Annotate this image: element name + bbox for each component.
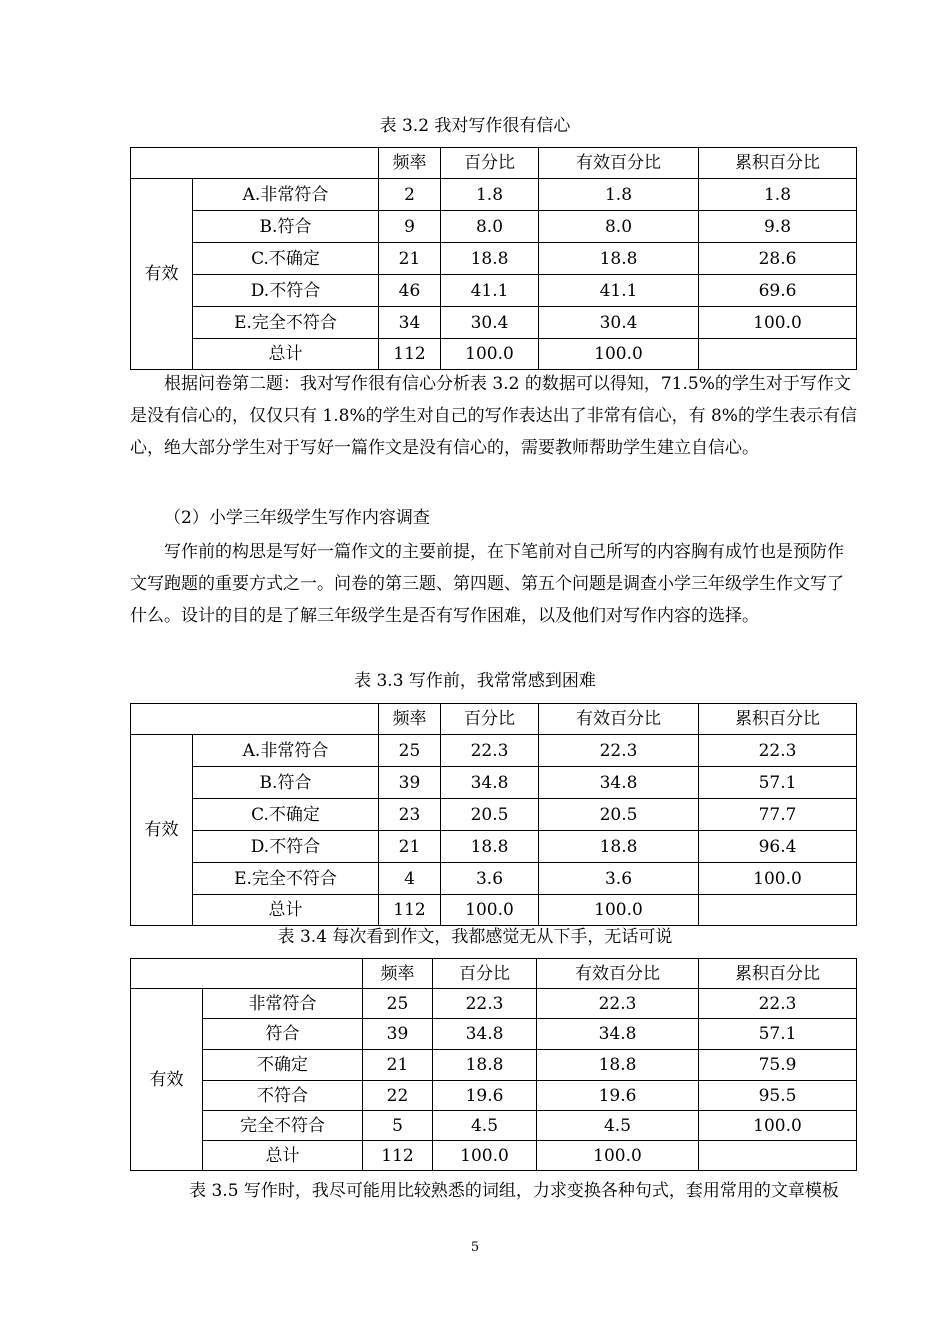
row-label-cell: 总计 <box>193 339 379 370</box>
cum-pct-cell: 57.1 <box>699 1019 857 1050</box>
table-row <box>131 735 857 767</box>
row-label-cell: E.完全不符合 <box>193 863 379 895</box>
header-cell: 累积百分比 <box>699 148 857 179</box>
table-total-row <box>131 895 857 926</box>
cum-pct-cell <box>699 1141 857 1171</box>
table-3-2 <box>130 147 857 370</box>
pct-cell: 100.0 <box>441 339 539 370</box>
table-header-row <box>131 148 857 179</box>
table-total-row <box>131 1141 857 1171</box>
section-heading: （2）小学三年级学生写作内容调查 <box>164 508 430 528</box>
row-label-cell: A.非常符合 <box>193 735 379 767</box>
cum-pct-cell: 95.5 <box>699 1081 857 1111</box>
valid-pct-cell: 100.0 <box>539 895 699 926</box>
table-3-3 <box>130 703 857 926</box>
valid-pct-cell: 100.0 <box>539 339 699 370</box>
pct-cell: 30.4 <box>441 307 539 339</box>
freq-cell: 39 <box>363 1019 433 1050</box>
freq-cell: 23 <box>379 799 441 831</box>
table-row <box>131 799 857 831</box>
table-row <box>131 767 857 799</box>
valid-pct-cell: 20.5 <box>539 799 699 831</box>
pct-cell: 3.6 <box>441 863 539 895</box>
cum-pct-cell: 57.1 <box>699 767 857 799</box>
valid-pct-cell: 30.4 <box>539 307 699 339</box>
freq-cell: 112 <box>363 1141 433 1171</box>
pct-cell: 100.0 <box>441 895 539 926</box>
valid-pct-cell: 4.5 <box>537 1111 699 1141</box>
freq-cell: 112 <box>379 895 441 926</box>
pct-cell: 22.3 <box>433 989 537 1019</box>
freq-cell: 39 <box>379 767 441 799</box>
table-row <box>131 1050 857 1081</box>
valid-pct-cell: 18.8 <box>537 1050 699 1081</box>
freq-cell: 4 <box>379 863 441 895</box>
row-label-cell: 总计 <box>203 1141 363 1171</box>
content-paragraph: 写作前的构思是写好一篇作文的主要前提，在下笔前对自己所写的内容胸有成竹也是预防作文写跑题的重要方式之一。问卷的第三题、第四题、第五个问题是调查小学三年级学生作文写了什么。设计的目的是了解三年级学生是否有写作困难，以及他们对写作内容的选择。 <box>130 542 844 626</box>
valid-pct-cell: 22.3 <box>537 989 699 1019</box>
valid-pct-cell: 22.3 <box>539 735 699 767</box>
header-cell: 频率 <box>379 148 441 179</box>
table-header-row <box>131 704 857 735</box>
valid-pct-cell: 1.8 <box>539 179 699 211</box>
cum-pct-cell: 22.3 <box>699 735 857 767</box>
valid-pct-cell: 3.6 <box>539 863 699 895</box>
valid-pct-cell: 100.0 <box>537 1141 699 1171</box>
group-label-cell: 有效 <box>131 735 193 926</box>
table-row <box>131 989 857 1019</box>
table-row <box>131 179 857 211</box>
freq-cell: 46 <box>379 275 441 307</box>
cum-pct-cell <box>699 895 857 926</box>
table-3-4 <box>130 958 857 1171</box>
pct-cell: 1.8 <box>441 179 539 211</box>
row-label-cell: 不确定 <box>203 1050 363 1081</box>
pct-cell: 34.8 <box>441 767 539 799</box>
table-row <box>131 307 857 339</box>
freq-cell: 9 <box>379 211 441 243</box>
row-label-cell: 非常符合 <box>203 989 363 1019</box>
row-label-cell: C.不确定 <box>193 799 379 831</box>
valid-pct-cell: 18.8 <box>539 243 699 275</box>
table-row <box>131 1111 857 1141</box>
row-label-cell: E.完全不符合 <box>193 307 379 339</box>
row-label-cell: 符合 <box>203 1019 363 1050</box>
pct-cell: 8.0 <box>441 211 539 243</box>
table-total-row <box>131 339 857 370</box>
pct-cell: 22.3 <box>441 735 539 767</box>
freq-cell: 5 <box>363 1111 433 1141</box>
group-label-cell: 有效 <box>131 989 203 1171</box>
pct-cell: 41.1 <box>441 275 539 307</box>
valid-pct-cell: 18.8 <box>539 831 699 863</box>
pct-cell: 19.6 <box>433 1081 537 1111</box>
freq-cell: 25 <box>363 989 433 1019</box>
row-label-cell: D.不符合 <box>193 275 379 307</box>
freq-cell: 34 <box>379 307 441 339</box>
pct-cell: 18.8 <box>433 1050 537 1081</box>
cum-pct-cell: 77.7 <box>699 799 857 831</box>
row-label-cell: D.不符合 <box>193 831 379 863</box>
freq-cell: 112 <box>379 339 441 370</box>
header-cell: 百分比 <box>441 148 539 179</box>
group-label-cell: 有效 <box>131 179 193 370</box>
page-number: 5 <box>470 1240 480 1255</box>
cum-pct-cell: 100.0 <box>699 307 857 339</box>
pct-cell: 4.5 <box>433 1111 537 1141</box>
analysis-paragraph: 根据问卷第二题：我对写作很有信心分析表 3.2 的数据可以得知，71.5%的学生对于写作文是没有信心的，仅仅只有 1.8%的学生对自己的写作表达出了非常有信心，有 8%的学生表示有信心，绝大部分学生对于写好一篇作文是没有信心的，需要教师帮助学生建立自信心。 <box>130 374 857 458</box>
row-label-cell: 总计 <box>193 895 379 926</box>
cum-pct-cell: 22.3 <box>699 989 857 1019</box>
pct-cell: 18.8 <box>441 831 539 863</box>
valid-pct-cell: 41.1 <box>539 275 699 307</box>
valid-pct-cell: 34.8 <box>537 1019 699 1050</box>
freq-cell: 2 <box>379 179 441 211</box>
cum-pct-cell: 96.4 <box>699 831 857 863</box>
table-row <box>131 211 857 243</box>
freq-cell: 21 <box>363 1050 433 1081</box>
header-cell: 累积百分比 <box>699 704 857 735</box>
row-label-cell: 不符合 <box>203 1081 363 1111</box>
table-3-4-caption: 表 3.4 每次看到作文，我都感觉无从下手，无话可说 <box>277 927 673 947</box>
header-cell: 有效百分比 <box>539 148 699 179</box>
freq-cell: 21 <box>379 243 441 275</box>
corner-cell <box>131 704 379 735</box>
freq-cell: 22 <box>363 1081 433 1111</box>
row-label-cell: B.符合 <box>193 211 379 243</box>
table-3-5-caption: 表 3.5 写作时，我尽可能用比较熟悉的词组，力求变换各种句式，套用常用的文章模板 <box>189 1181 839 1201</box>
header-cell: 累积百分比 <box>699 959 857 989</box>
cum-pct-cell <box>699 339 857 370</box>
cum-pct-cell: 75.9 <box>699 1050 857 1081</box>
freq-cell: 21 <box>379 831 441 863</box>
row-label-cell: A.非常符合 <box>193 179 379 211</box>
header-cell: 有效百分比 <box>539 704 699 735</box>
pct-cell: 100.0 <box>433 1141 537 1171</box>
table-row <box>131 275 857 307</box>
header-cell: 频率 <box>379 704 441 735</box>
pct-cell: 20.5 <box>441 799 539 831</box>
cum-pct-cell: 1.8 <box>699 179 857 211</box>
cum-pct-cell: 100.0 <box>699 863 857 895</box>
corner-cell <box>131 959 363 989</box>
table-row <box>131 243 857 275</box>
cum-pct-cell: 69.6 <box>699 275 857 307</box>
cum-pct-cell: 28.6 <box>699 243 857 275</box>
table-row <box>131 863 857 895</box>
freq-cell: 25 <box>379 735 441 767</box>
header-cell: 百分比 <box>433 959 537 989</box>
header-cell: 百分比 <box>441 704 539 735</box>
pct-cell: 18.8 <box>441 243 539 275</box>
table-3-3-caption: 表 3.3 写作前，我常常感到困难 <box>354 671 596 691</box>
header-cell: 频率 <box>363 959 433 989</box>
header-cell: 有效百分比 <box>537 959 699 989</box>
row-label-cell: B.符合 <box>193 767 379 799</box>
table-header-row <box>131 959 857 989</box>
row-label-cell: 完全不符合 <box>203 1111 363 1141</box>
cum-pct-cell: 9.8 <box>699 211 857 243</box>
pct-cell: 34.8 <box>433 1019 537 1050</box>
cum-pct-cell: 100.0 <box>699 1111 857 1141</box>
table-3-2-caption: 表 3.2 我对写作很有信心 <box>379 116 571 136</box>
valid-pct-cell: 19.6 <box>537 1081 699 1111</box>
valid-pct-cell: 8.0 <box>539 211 699 243</box>
table-row <box>131 1081 857 1111</box>
valid-pct-cell: 34.8 <box>539 767 699 799</box>
corner-cell <box>131 148 379 179</box>
row-label-cell: C.不确定 <box>193 243 379 275</box>
table-row <box>131 1019 857 1050</box>
table-row <box>131 831 857 863</box>
